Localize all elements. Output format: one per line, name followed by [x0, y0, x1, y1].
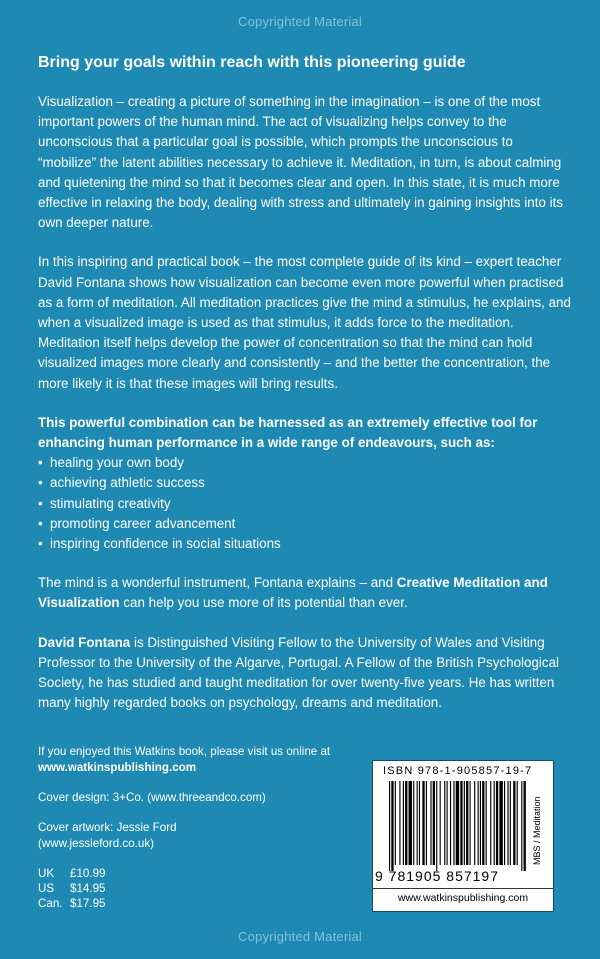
- paragraph-mind: [38, 573, 573, 613]
- combination-intro: This powerful combination can be harnessed as an extremely effective tool for enhancing human performance in a wide range of endeavours, such as:: [38, 414, 538, 451]
- barcode-url: www.watkinspublishing.com: [373, 888, 553, 904]
- price-value: $17.95: [70, 897, 106, 910]
- watermark-top: Copyrighted Material: [238, 14, 362, 29]
- paragraph-visualization: Visualization – creating a picture of something in the imagination – is one of the most important powers of the human mind. The act of visualizing helps convey to the unconscious that a particular goal is possible, which prompts the unconscious to “mobilize” the latent abilities necessary to achieve it. Meditation, in turn, is about calming and quietening the mind so that it becomes clear and open. In this state, it is much more effective in relaxing the body, dealing with stress and ultimately in gaining insights into its own deeper nature.: [38, 94, 564, 231]
- author-bio: [38, 633, 573, 714]
- mind-text-pre: The mind is a wonderful instrument, Fontana explains – and: [38, 575, 397, 591]
- barcode-box: [372, 760, 554, 912]
- list-item: • healing your own body: [38, 453, 573, 473]
- isbn-digits: 9 781905 857197: [375, 868, 499, 884]
- website-link[interactable]: www.watkinspublishing.com: [38, 761, 197, 774]
- barcode-icon: [389, 781, 529, 871]
- back-cover-text: [38, 52, 573, 732]
- category-label: MBS / Meditation: [532, 796, 542, 866]
- cover-design-credit: Cover design: 3+Co. (www.threeandco.com): [38, 791, 266, 804]
- book-title: Creative Meditation and Visualization: [38, 575, 548, 611]
- watermark-bottom: Copyrighted Material: [238, 929, 362, 944]
- price-list: [38, 866, 338, 911]
- publisher-info: [38, 744, 338, 911]
- author-bio-text: is Distinguished Visiting Fellow to the University of Wales and Visiting Professor to the University of the Algarve, Portugal. A Fellow of the British Psychological Society, he has studied and taught meditation for over twenty-five years. He has written many highly regarded books on psychology, dreams and meditation.: [38, 634, 559, 711]
- cover-artwork-credit: [38, 820, 338, 852]
- price-region: Can.: [38, 897, 63, 910]
- list-item: • inspiring confidence in social situations: [38, 534, 573, 554]
- price-region: UK: [38, 867, 55, 880]
- list-item: • stimulating creativity: [38, 494, 573, 514]
- visit-text: If you enjoyed this Watkins book, please visit us online at: [38, 745, 331, 758]
- price-value: $14.95: [70, 882, 106, 895]
- list-item: • achieving athletic success: [38, 473, 573, 493]
- list-item: • promoting career advancement: [38, 514, 573, 534]
- author-name: David Fontana: [38, 634, 131, 650]
- mind-text-post: can help you use more of its potential than ever.: [119, 595, 408, 611]
- cover-artwork-line: Cover artwork: Jessie Ford: [38, 821, 177, 834]
- visit-website: [38, 744, 338, 776]
- price-region: US: [38, 882, 55, 895]
- benefits-list: [38, 453, 573, 554]
- price-value: £10.99: [70, 867, 106, 880]
- cover-artwork-url: (www.jessieford.co.uk): [38, 837, 154, 850]
- paragraph-inspiring: In this inspiring and practical book – the most complete guide of its kind – expert teacher David Fontana shows how visualization can become even more powerful when practised as a form of meditation. All meditation practices give the mind a stimulus, he explains, and when a visualized image is used as that stimulus, it adds force to the meditation. Meditation itself helps develop the power of concentration so that the mind can hold visualized images more clearly and consistently – and the better the concentration, the more likely it is that these images will bring results.: [38, 254, 571, 391]
- paragraph-combination: [38, 413, 573, 554]
- isbn-label: ISBN 978-1-905857-19-7: [383, 765, 533, 777]
- headline: Bring your goals within reach with this pioneering guide: [38, 54, 466, 71]
